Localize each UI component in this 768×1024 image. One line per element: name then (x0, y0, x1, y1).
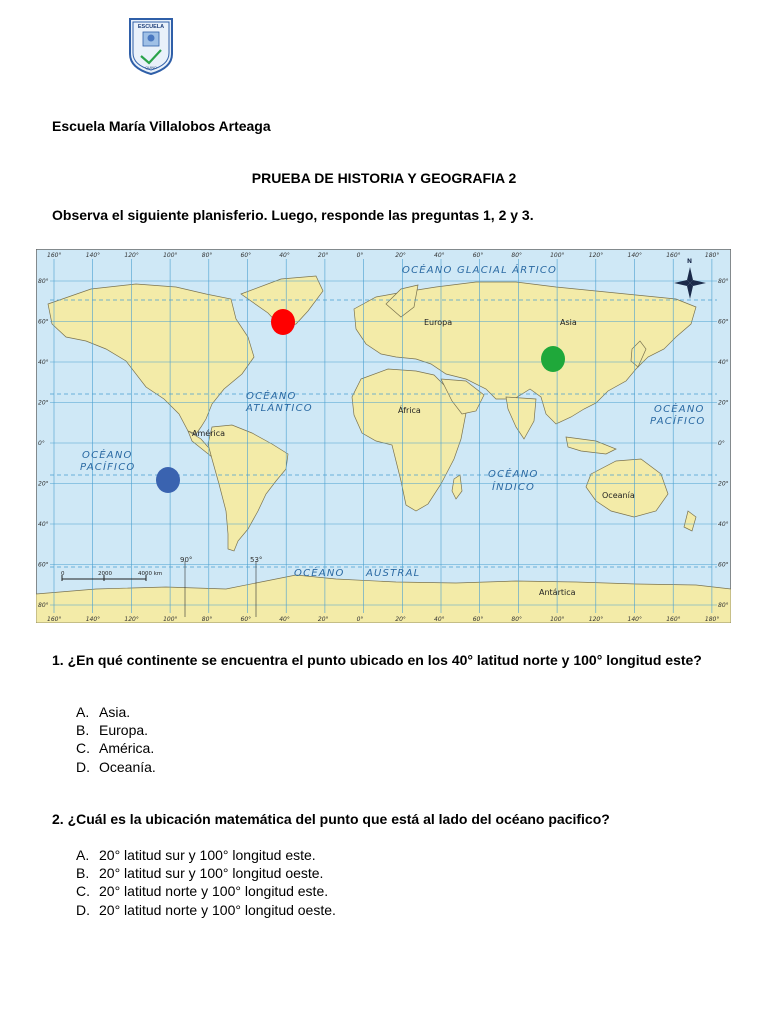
q1-option-a[interactable] (76, 703, 156, 721)
longitude-tick-label: 140° (627, 252, 642, 259)
option-text: 20° latitud norte y 100° longitud este. (99, 883, 329, 900)
point-blue (156, 467, 180, 493)
question-1-options (76, 703, 156, 776)
point-red (271, 309, 295, 335)
longitude-tick-label: 120° (124, 252, 139, 259)
question-2-options (76, 846, 336, 919)
latitude-tick-label: 40° (38, 359, 49, 366)
latitude-tick-label: 80° (38, 278, 49, 285)
option-letter: C. (76, 883, 90, 900)
option-text: Europa. (99, 722, 149, 739)
latitude-tick-label: 20° (38, 480, 49, 488)
q2-option-c[interactable] (76, 882, 336, 900)
label-pacific-ocean-east-2: PACÍFICO (650, 416, 706, 427)
latitude-tick-label: 60° (38, 561, 49, 569)
longitude-tick-label: 160° (47, 252, 62, 259)
q1-option-c[interactable] (76, 739, 156, 757)
longitude-tick-label: 40° (434, 616, 445, 623)
longitude-tick-label: 180° (704, 252, 720, 259)
option-text: 20° latitud norte y 100° longitud oeste. (99, 901, 336, 918)
scale-label-2000: 2000 (98, 571, 112, 577)
latitude-tick-label: 60° (718, 561, 729, 569)
longitude-tick-label: 120° (588, 616, 604, 623)
longitude-tick-label: 0° (356, 252, 364, 259)
logo-label: ESCUELA (137, 24, 165, 30)
instructions: Observa el siguiente planisferio. Luego, responde las preguntas 1, 2 y 3. (52, 207, 534, 223)
q1-option-b[interactable] (76, 721, 156, 739)
longitude-tick-label: 160° (666, 616, 681, 623)
question-1: 1. ¿En qué continente se encuentra el punto ubicado en los 40° latitud norte y 100° longitud este? (52, 652, 702, 668)
longitude-tick-label: 80° (201, 616, 213, 623)
label-indian-ocean-2: ÍNDICO (492, 482, 536, 493)
latitude-tick-label: 40° (38, 521, 49, 528)
label-southern-ocean-1: OCÉANO (294, 568, 345, 579)
q1-option-d[interactable] (76, 758, 156, 776)
latitude-tick-label: 60° (718, 318, 729, 326)
option-letter: B. (76, 722, 90, 739)
scale-label-0: 0 (61, 571, 65, 577)
option-letter: A. (76, 704, 90, 720)
longitude-tick-label: 100° (163, 616, 178, 623)
longitude-tick-label: 100° (550, 616, 565, 623)
option-letter: A. (76, 847, 90, 863)
longitude-tick-label: 160° (47, 616, 62, 623)
longitude-tick-label: 60° (240, 616, 252, 623)
longitude-tick-label: 20° (317, 616, 329, 623)
longitude-tick-label: 140° (627, 616, 642, 623)
latitude-tick-label: 20° (38, 399, 49, 407)
longitude-tick-label: 40° (279, 252, 290, 259)
longitude-tick-label: 20° (395, 252, 406, 259)
option-text: Asia. (99, 704, 131, 720)
option-text: Oceanía. (99, 758, 156, 775)
label-antarctica: Antártica (539, 588, 576, 597)
label-pacific-ocean-west-2: PACÍFICO (80, 462, 136, 473)
exam-title: PRUEBA DE HISTORIA Y GEOGRAFIA 2 (251, 170, 517, 186)
option-letter: C. (76, 740, 90, 757)
longitude-tick-label: 100° (163, 252, 178, 259)
label-southern-ocean-2: AUSTRAL (366, 568, 421, 579)
longitude-tick-label: 180° (704, 616, 720, 623)
school-name: Escuela María Villalobos Arteaga (52, 118, 271, 134)
longitude-tick-label: 40° (434, 252, 445, 259)
world-map (36, 249, 731, 623)
option-text: 20° latitud sur y 100° longitud oeste. (99, 865, 324, 882)
q2-option-d[interactable] (76, 901, 336, 919)
latitude-tick-label: 80° (718, 278, 729, 285)
q2-option-b[interactable] (76, 864, 336, 882)
latitude-tick-label: 60° (38, 318, 49, 326)
scale-label-4000: 4000 km (138, 571, 163, 577)
label-pacific-ocean-east-1: OCÉANO (654, 404, 705, 415)
option-letter: D. (76, 901, 90, 918)
option-letter: B. (76, 865, 90, 882)
label-asia: Asia (560, 318, 577, 327)
label-arctic-ocean: OCÉANO GLACIAL ÁRTICO (402, 265, 558, 276)
longitude-tick-label: 60° (472, 616, 484, 623)
latitude-tick-label: 20° (718, 480, 729, 488)
latitude-tick-label: 0° (718, 440, 725, 447)
meridian-90-label: 90° (180, 556, 193, 564)
longitude-tick-label: 20° (395, 616, 406, 623)
label-pacific-ocean-west-1: OCÉANO (82, 450, 133, 461)
option-text: 20° latitud sur y 100° longitud este. (99, 847, 316, 863)
label-america: América (192, 429, 225, 438)
compass-north-label: N (687, 258, 693, 265)
latitude-tick-label: 40° (718, 521, 729, 528)
latitude-tick-label: 0° (38, 440, 45, 447)
longitude-tick-label: 40° (279, 616, 290, 623)
longitude-tick-label: 60° (472, 252, 484, 259)
longitude-tick-label: 140° (85, 252, 101, 259)
longitude-tick-label: 20° (317, 252, 329, 259)
point-green (541, 346, 565, 372)
option-letter: D. (76, 758, 90, 775)
longitude-tick-label: 80° (511, 252, 523, 259)
longitude-tick-label: 140° (85, 616, 101, 623)
longitude-tick-label: 80° (201, 252, 213, 259)
latitude-tick-label: 80° (718, 602, 729, 609)
label-oceania: Oceanía (602, 491, 635, 500)
longitude-tick-label: 0° (356, 616, 364, 623)
label-atlantic-ocean-1: OCÉANO (246, 391, 297, 402)
latitude-tick-label: 20° (718, 399, 729, 407)
question-2: 2. ¿Cuál es la ubicación matemática del punto que está al lado del océano pacifico? (52, 811, 610, 827)
label-indian-ocean-1: OCÉANO (488, 469, 539, 480)
longitude-tick-label: 120° (588, 252, 604, 259)
longitude-tick-label: 60° (240, 252, 252, 259)
latitude-tick-label: 80° (38, 602, 49, 609)
school-logo (127, 16, 175, 76)
latitude-tick-label: 40° (718, 359, 729, 366)
label-atlantic-ocean-2: ATLÁNTICO (246, 403, 313, 414)
meridian-53-label: 53° (250, 556, 263, 564)
longitude-tick-label: 120° (124, 616, 139, 623)
label-europe: Europa (424, 318, 453, 327)
logo-motto: QUINO (145, 66, 157, 70)
longitude-tick-label: 160° (666, 252, 681, 259)
label-africa: África (398, 406, 421, 415)
q2-option-a[interactable] (76, 846, 336, 864)
option-text: América. (99, 740, 155, 757)
longitude-tick-label: 100° (550, 252, 565, 259)
longitude-tick-label: 80° (511, 616, 523, 623)
